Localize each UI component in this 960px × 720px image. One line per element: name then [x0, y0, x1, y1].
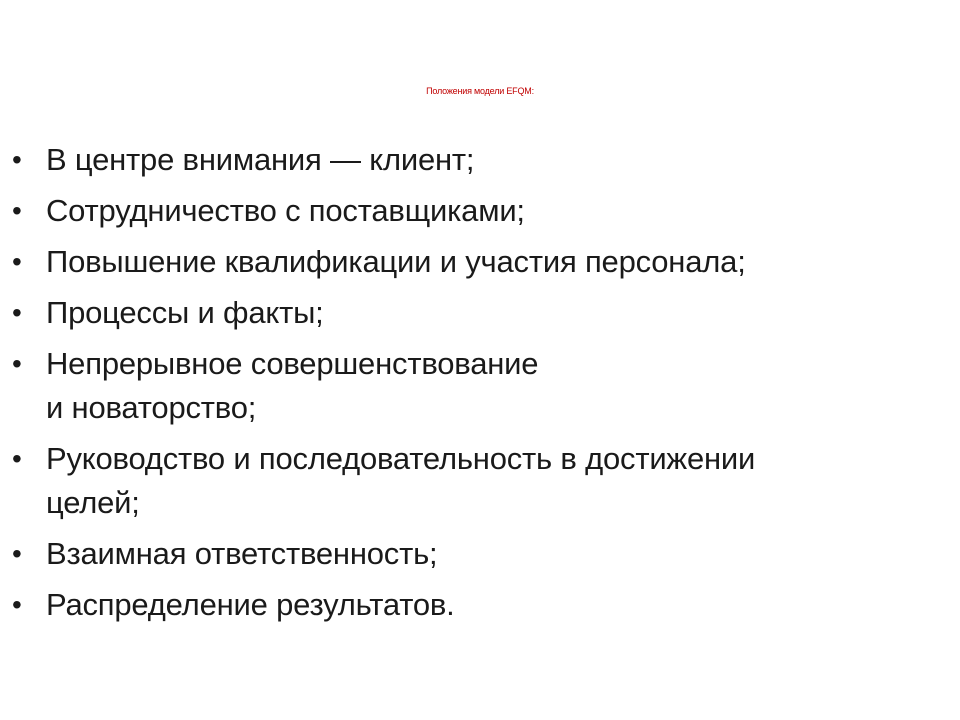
bullet-dot-icon: • — [12, 297, 22, 328]
bullet-dot-icon: • — [12, 589, 22, 620]
bullet-dot-icon: • — [12, 246, 22, 277]
bullet-text: Процессы и факты; — [46, 295, 324, 330]
bullet-item — [12, 532, 952, 576]
bullet-item — [12, 189, 952, 233]
bullet-list — [12, 138, 952, 634]
bullet-text: Непрерывное совершенствование — [46, 346, 539, 381]
bullet-text: Распределение результатов. — [46, 587, 455, 622]
bullet-item — [12, 342, 952, 430]
bullet-item — [12, 583, 952, 627]
bullet-text: В центре внимания — клиент; — [46, 142, 475, 177]
bullet-dot-icon: • — [12, 348, 22, 379]
bullet-text: Повышение квалификации и участия персонала; — [46, 244, 746, 279]
slide-title: Положения модели EFQM: — [426, 86, 534, 96]
bullet-item — [12, 437, 952, 525]
bullet-dot-icon: • — [12, 443, 22, 474]
bullet-text-continuation: целей; — [46, 485, 140, 520]
bullet-dot-icon: • — [12, 538, 22, 569]
bullet-text-continuation: и новаторство; — [46, 390, 257, 425]
bullet-text: Сотрудничество с поставщиками; — [46, 193, 525, 228]
bullet-text: Взаимная ответственность; — [46, 536, 438, 571]
bullet-dot-icon: • — [12, 195, 22, 226]
bullet-text: Руководство и последовательность в достижении — [46, 441, 756, 476]
bullet-dot-icon: • — [12, 144, 22, 175]
bullet-item — [12, 291, 952, 335]
bullet-item — [12, 240, 952, 284]
bullet-item — [12, 138, 952, 182]
